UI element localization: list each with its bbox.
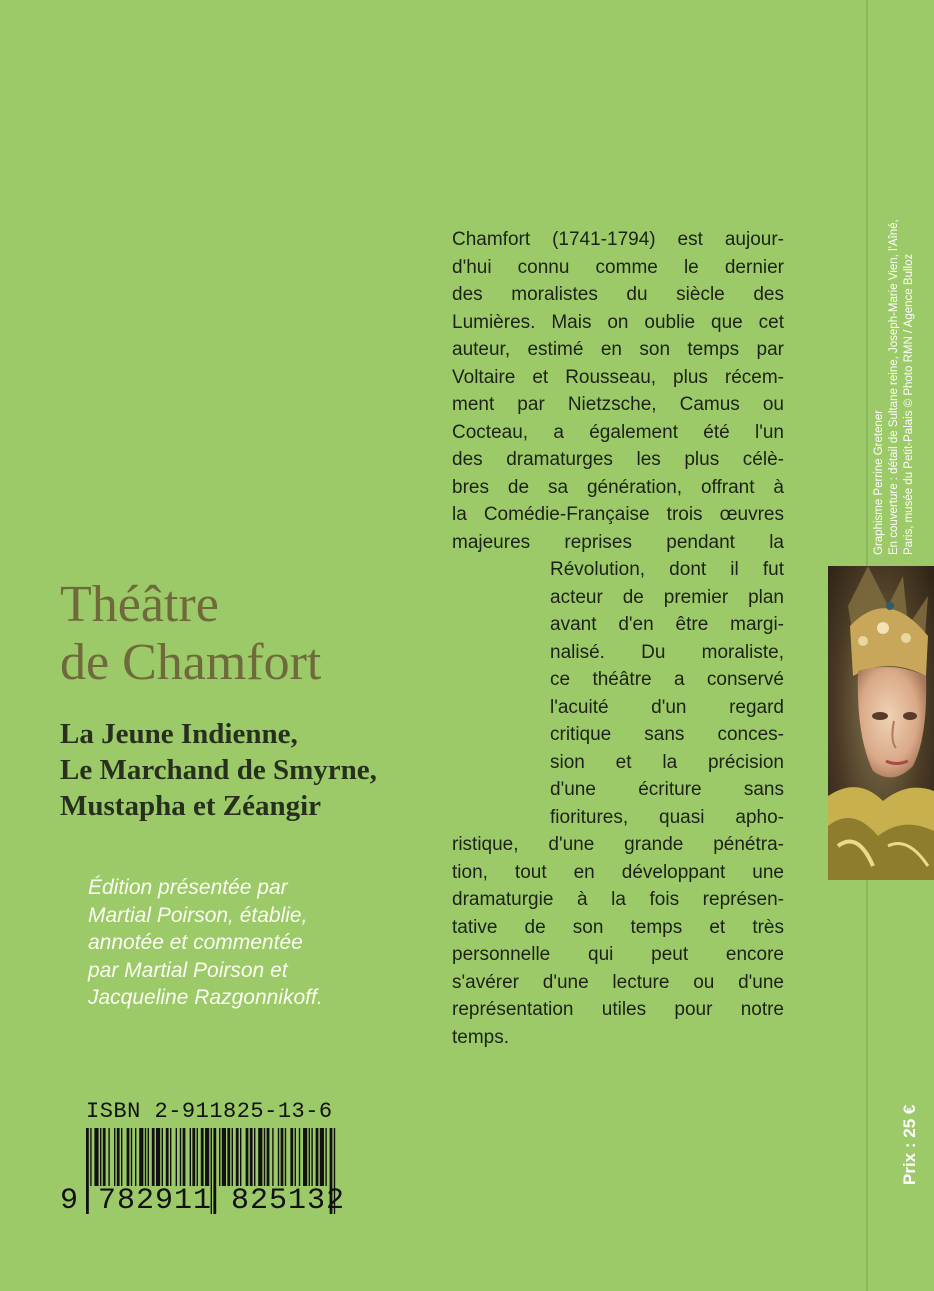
barcode-bar [295,1128,296,1186]
edition-line-5: Jacqueline Razgonnikoff. [88,986,323,1009]
blurb-paragraph [452,226,784,1051]
barcode-bar [135,1128,136,1186]
blurb-line: ristique, d'une grande pénétra- [452,834,784,855]
barcode-bar [240,1128,241,1186]
blurb-line: fioritures, quasi apho- [550,806,784,828]
edition-line-2: Martial Poirson, établie, [88,903,308,927]
barcode-bar [222,1128,226,1186]
title-line-2: de Chamfort [60,634,322,691]
barcode-bar [90,1128,91,1186]
blurb-line: avant d'en être margi- [550,614,784,635]
barcode-bar [100,1128,101,1186]
barcode-bar [205,1128,209,1186]
barcode-bar [180,1128,181,1186]
barcode-bar [219,1128,220,1186]
cover-credits [872,95,932,555]
blurb-line: temps. [452,1026,510,1048]
barcode-bar [264,1128,265,1186]
barcode-bar [232,1128,233,1186]
sultane-portrait-illustration [828,566,934,880]
blurb-line: Révolution, dont il fut [550,559,784,580]
barcode-bar [281,1128,284,1186]
play-title-3: Mustapha et Zéangir [60,790,321,822]
barcode-bar [183,1128,186,1186]
blurb-line: tative de son temps et très [452,916,784,938]
barcode-bar [145,1128,146,1186]
barcode-bar [162,1128,163,1186]
barcode-bar [156,1128,160,1186]
barcode-bar [170,1128,171,1186]
play-title-2: Le Marchand de Smyrne, [60,754,377,786]
blurb-line: dramaturgie à la fois représen- [452,889,784,910]
blurb-line: d'une écriture sans [550,779,784,800]
barcode-bar [267,1128,270,1186]
barcode-bar [278,1128,279,1186]
cover-painting-detail [828,566,934,880]
barcode-bar [176,1128,177,1186]
barcode-bar [121,1128,122,1186]
price-label: Prix : 25 € [900,1104,919,1185]
barcode-bar [299,1128,300,1186]
blurb-line: l'acuité d'un regard [550,696,784,718]
barcode-bar [309,1128,310,1186]
play-title-1: La Jeune Indienne, [60,718,298,750]
barcode-bar [114,1128,115,1186]
barcode-bar [94,1128,98,1186]
edition-line-4: par Martial Poirson et [88,958,288,982]
blurb-line: critique sans conces- [550,724,784,745]
blurb-line: Chamfort (1741-1794) est aujour- [452,229,784,250]
barcode-bar [236,1128,239,1186]
barcode-bar [254,1128,255,1186]
edition-line-1: Édition présentée par [88,876,288,899]
blurb-line: des dramaturges les plus célè- [452,449,784,470]
blurb-line: s'avérer d'une lecture ou d'une [452,971,784,993]
blurb-line: auteur, estimé en son temps par [452,339,784,360]
blurb-line: Lumières. Mais on oublie que cet [452,311,784,333]
book-title [60,576,321,692]
credit-design: Graphisme Perrine Gretener [873,409,885,555]
blurb-line: ce théâtre a conservé [550,669,784,690]
edition-credits [88,874,323,1012]
barcode-bar [148,1128,149,1186]
blurb-line: personnelle qui peut encore [452,944,784,965]
play-titles [60,716,377,824]
barcode-bar [166,1128,169,1186]
barcode-bar [192,1128,195,1186]
barcode-bar [290,1128,293,1186]
barcode-bar [303,1128,307,1186]
blurb-line: sion et la précision [550,751,784,773]
barcode-bar [108,1128,109,1186]
barcode-bar [127,1128,130,1186]
barcode-bar [117,1128,120,1186]
blurb-line: la Comédie-Française trois œuvres [452,504,784,525]
barcode-bar [190,1128,191,1186]
barcode-bar [246,1128,249,1186]
isbn-label: ISBN 2-911825-13-6 [86,1099,333,1124]
blurb-line: bres de sa génération, offrant à [452,476,784,498]
blurb-line: acteur de premier plan [550,586,784,608]
barcode-bar [131,1128,132,1186]
barcode-bar [285,1128,286,1186]
barcode-bar [227,1128,230,1186]
blurb-line: nalisé. Du moraliste, [550,641,784,663]
barcode-bar [152,1128,155,1186]
credit-cover-image: En couverture : détail de Sultane reine, Joseph-Marie Vien, l'Aîné, [888,219,900,555]
barcode-bar [316,1128,319,1186]
title-line-1: Théâtre [60,576,219,633]
barcode-bar [103,1128,106,1186]
blurb-line: d'hui connu comme le dernier [452,256,784,278]
barcode-bar [311,1128,312,1186]
barcode-bar [250,1128,253,1186]
blurb-line: ment par Nietzsche, Camus ou [452,394,784,415]
credit-photo: Paris, musée du Petit-Palais © Photo RMN / Agence Bulloz [903,253,915,555]
barcode-bar [320,1128,324,1186]
blurb-line: majeures reprises pendant la [452,531,784,553]
barcode-bar [139,1128,143,1186]
barcode-bar [201,1128,204,1186]
barcode-bar [325,1128,326,1186]
edition-line-3: annotée et commentée [88,931,303,954]
blurb-line: représentation utiles pour notre [452,999,784,1020]
barcode-digits: 9 782911 825132 [60,1184,346,1218]
blurb-line: des moralistes du siècle des [452,284,784,305]
barcode-bar [197,1128,198,1186]
blurb-line: Voltaire et Rousseau, plus récem- [452,366,784,388]
barcode-bar [258,1128,262,1186]
barcode-bar [272,1128,273,1186]
blurb-line: tion, tout en développant une [452,861,784,883]
blurb-line: Cocteau, a également été l'un [452,421,784,443]
